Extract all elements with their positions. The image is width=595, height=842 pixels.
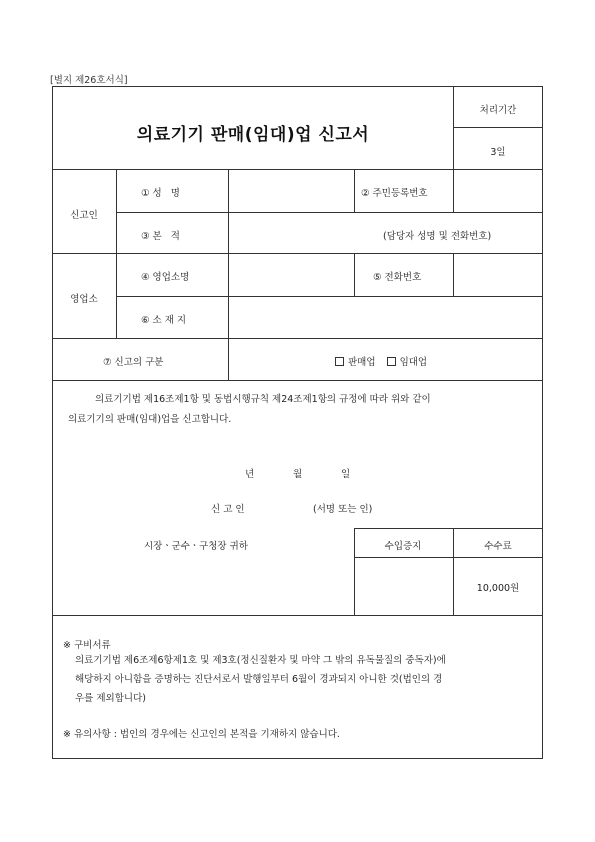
contact-person-note: (담당자 성명 및 전화번호) [383, 231, 492, 242]
address-field[interactable] [229, 297, 542, 337]
phone-field[interactable] [454, 254, 542, 295]
statement-line-1: 의료기기법 제16조제1항 및 동법시행규칙 제24조제1항의 규정에 따라 위와 같이 [95, 394, 431, 405]
name-label: ① 성 명 [141, 188, 180, 199]
domicile-label: ③ 본 적 [141, 231, 180, 242]
rule-notes-top [53, 615, 543, 616]
date-year-label: 년 [245, 469, 255, 480]
processing-period-value: 3일 [490, 147, 506, 158]
required-docs-line-1: 의료기기법 제6조제6항제1호 및 제3호(정신질환자 및 마약 그 밖의 유독물질의 중독자)에 [75, 655, 446, 666]
processing-period-label: 처리기간 [479, 105, 517, 116]
fee-label: 수수료 [484, 541, 512, 552]
name-field[interactable] [229, 170, 353, 211]
rule-fee-top [354, 528, 543, 529]
sales-option-label: 판매업 [348, 357, 376, 368]
fee-value: 10,000원 [476, 583, 520, 594]
sales-checkbox[interactable] [335, 357, 344, 366]
applicant-group-label: 신고인 [70, 210, 98, 221]
addressee: 시장ㆍ군수ㆍ구청장 귀하 [144, 541, 248, 552]
required-docs-title: ※ 구비서류 [63, 640, 111, 651]
rule-processing [453, 127, 543, 128]
required-docs-line-2: 해당하지 아니함을 증명하는 진단서로서 발행일부터 6월이 경과되지 아니한 것(법인의 경 [75, 674, 443, 685]
sign-or-seal-note: (서명 또는 인) [313, 504, 373, 515]
office-name-label: ④ 영업소명 [141, 272, 190, 283]
rule-v-processing [453, 87, 454, 169]
rental-checkbox[interactable] [387, 357, 396, 366]
form-title: 의료기기 판매(임대)업 신고서 [136, 125, 370, 145]
rental-option-label: 임대업 [399, 357, 428, 368]
statement-line-2: 의료기기의 판매(임대)업을 신고합니다. [68, 414, 232, 425]
rule-v-fee-right [453, 528, 454, 615]
office-group-label: 영업소 [70, 294, 98, 305]
rule-v-group [116, 169, 117, 338]
rule-office-bottom [53, 338, 543, 339]
form-number-caption: [별지 제26호서식] [50, 75, 128, 86]
office-name-field[interactable] [229, 254, 353, 295]
report-form [52, 86, 543, 759]
required-docs-line-3: 우를 제외합니다) [75, 693, 146, 704]
category-options [335, 354, 427, 368]
category-label: ⑦ 신고의 구분 [103, 357, 164, 368]
rule-v-phone-left [354, 253, 355, 296]
phone-label: ⑤ 전화번호 [373, 272, 422, 283]
revenue-stamp-area[interactable] [355, 558, 452, 614]
rule-category-bottom [53, 380, 543, 381]
rule-v-rrn-left [354, 169, 355, 212]
date-day-label: 일 [341, 469, 351, 480]
address-label: ⑥ 소 재 지 [141, 315, 187, 326]
signer-label: 신 고 인 [211, 504, 245, 515]
rrn-field[interactable] [454, 170, 542, 211]
date-month-label: 월 [293, 469, 303, 480]
rrn-label: ② 주민등록번호 [361, 188, 428, 199]
caution-note: ※ 유의사항 : 법인의 경우에는 신고인의 본적을 기재하지 않습니다. [63, 729, 340, 740]
revenue-stamp-label: 수입증지 [384, 541, 422, 552]
